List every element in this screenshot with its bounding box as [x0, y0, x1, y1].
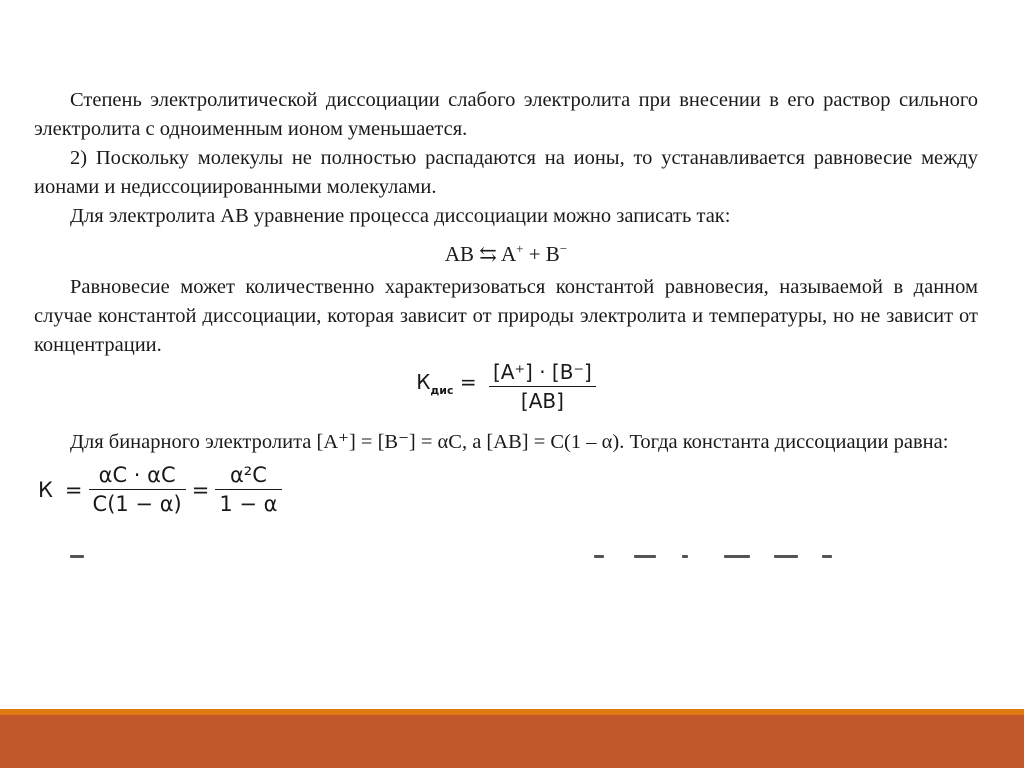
formula3-equals-2: = [191, 477, 210, 502]
formula3-fraction-2-numerator: α²C [215, 463, 281, 490]
formula-lhs [416, 370, 476, 403]
formula-k: К [416, 370, 431, 394]
formula3-fraction-2 [215, 463, 281, 516]
formula-denominator: [AB] [520, 389, 564, 413]
cropped-glyph [724, 555, 750, 558]
footer-band [0, 715, 1024, 768]
paragraph-2: 2) Поскольку молекулы не полностью распадаются на ионы, то устанавливается равновесие между ионами и недиссоциированными молекулами. [34, 147, 978, 198]
dissociation-equation [34, 233, 978, 265]
formula-numerator: [A⁺] · [B⁻] [489, 360, 596, 387]
formula3-fraction-1-numerator: αC · αC [89, 463, 186, 490]
formula-equals: = [459, 370, 477, 394]
equation-sup-minus: − [559, 241, 568, 256]
formula-fraction [489, 360, 596, 413]
cropped-glyph [682, 555, 688, 558]
cropped-glyph [634, 555, 656, 558]
formula3-k: К [38, 477, 53, 502]
binary-constant-formula [34, 463, 978, 533]
document-content [34, 86, 978, 564]
equation-sup-plus: + [516, 241, 524, 256]
paragraph-5: Для бинарного электролита [A⁺] = [B⁻] = αC, a [AB] = C(1 – α). Тогда константа диссоциации равна: [70, 431, 949, 453]
formula3-fraction-1 [89, 463, 186, 516]
cropped-glyph [774, 555, 798, 558]
cropped-glyph [822, 555, 832, 558]
formula3-fraction-2-denominator: 1 − α [219, 492, 278, 516]
formula3-equals: = [64, 477, 83, 502]
cropped-glyph [594, 555, 604, 558]
equation-middle: + B [523, 242, 560, 266]
cropped-text-fragment [34, 552, 978, 564]
paragraph-1: Степень электролитической диссоциации слабого электролита при внесении в его раствор сильного электролита с одноименным ионом уменьшается. [34, 89, 978, 140]
paragraph-3: Для электролита АВ уравнение процесса диссоциации можно записать так: [70, 205, 731, 227]
paragraph-4: Равновесие может количественно характеризоваться константой равновесия, называемой в данном случае константой диссоциации, которая зависит от природы электролита и температуры, но не зависит от концентрации. [34, 276, 978, 356]
dissociation-constant-formula [34, 360, 978, 426]
formula3-fraction-1-denominator: C(1 − α) [92, 492, 182, 516]
cropped-glyph [70, 555, 84, 558]
formula-k-subscript: дис [430, 384, 454, 397]
equation-left: AB ⇆ A [444, 242, 517, 266]
